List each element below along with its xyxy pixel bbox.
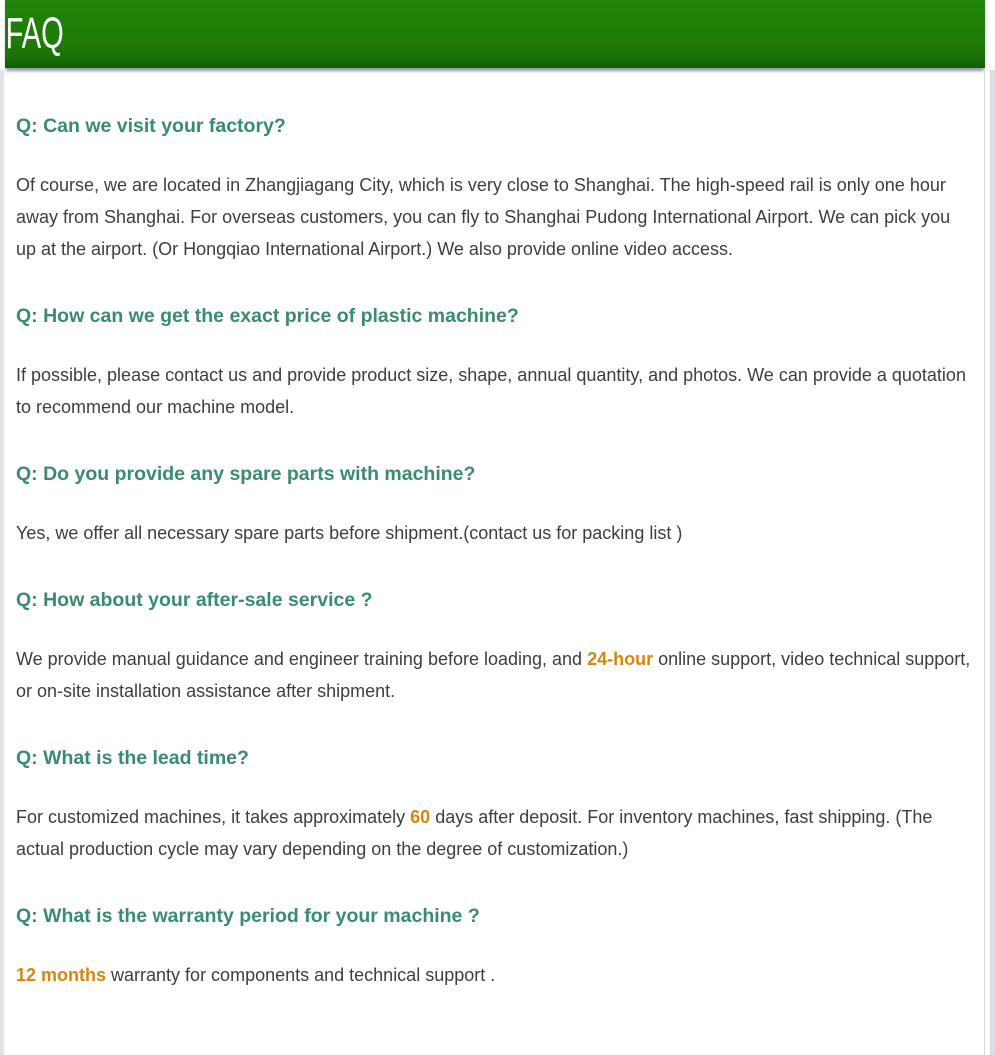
answer-highlight-text: 24-hour — [587, 649, 654, 669]
answer-text: online support, video technical support, or on-site installation assistance after shipment. — [16, 649, 971, 701]
answer-highlight-text: 12 months — [16, 965, 107, 985]
content-right-border — [984, 70, 985, 1055]
faq-list — [16, 115, 972, 991]
faq-question-3: Q: Do you provide any spare parts with machine? — [16, 463, 476, 485]
faq-answer-1 — [16, 169, 972, 265]
answer-text: Of course, we are located in Zhangjiagang City, which is very close to Shanghai. The high-speed rail is only one hour away from Shanghai. For overseas customers, you can fly to Shanghai Pudong International Airport. We can pick you up at the airport. (Or Hongqiao International Airport.) We also provide online video access. — [16, 175, 951, 259]
page-title: FAQ — [5, 9, 64, 58]
faq-question-6: Q: What is the warranty period for your machine ? — [16, 905, 480, 927]
answer-highlight-text: 60 — [410, 807, 431, 827]
answer-text: Yes, we offer all necessary spare parts before shipment.(contact us for packing list ) — [16, 523, 683, 543]
answer-text: We provide manual guidance and engineer training before loading, and — [16, 649, 588, 669]
faq-answer-2 — [16, 359, 972, 423]
answer-text: If possible, please contact us and provide product size, shape, annual quantity, and photos. We can provide a quotation to recommend our machine model. — [16, 365, 966, 417]
faq-answer-4 — [16, 643, 972, 707]
faq-question-2: Q: How can we get the exact price of plastic machine? — [16, 305, 519, 327]
answer-text: warranty for components and technical support . — [106, 965, 496, 985]
faq-section-header — [5, 0, 985, 68]
answer-text: For customized machines, it takes approximately — [16, 807, 411, 827]
faq-answer-5 — [16, 801, 972, 865]
faq-question-5: Q: What is the lead time? — [16, 747, 249, 769]
faq-answer-3 — [16, 517, 972, 549]
answer-text: days after deposit. For inventory machines, fast shipping. (The actual production cycle may vary depending on the degree of customization.) — [16, 807, 933, 859]
faq-question-4: Q: How about your after-sale service ? — [16, 589, 373, 611]
faq-content — [4, 71, 984, 1055]
faq-answer-6 — [16, 959, 972, 991]
page-right-gutter — [990, 70, 995, 1055]
faq-question-1: Q: Can we visit your factory? — [16, 115, 286, 137]
